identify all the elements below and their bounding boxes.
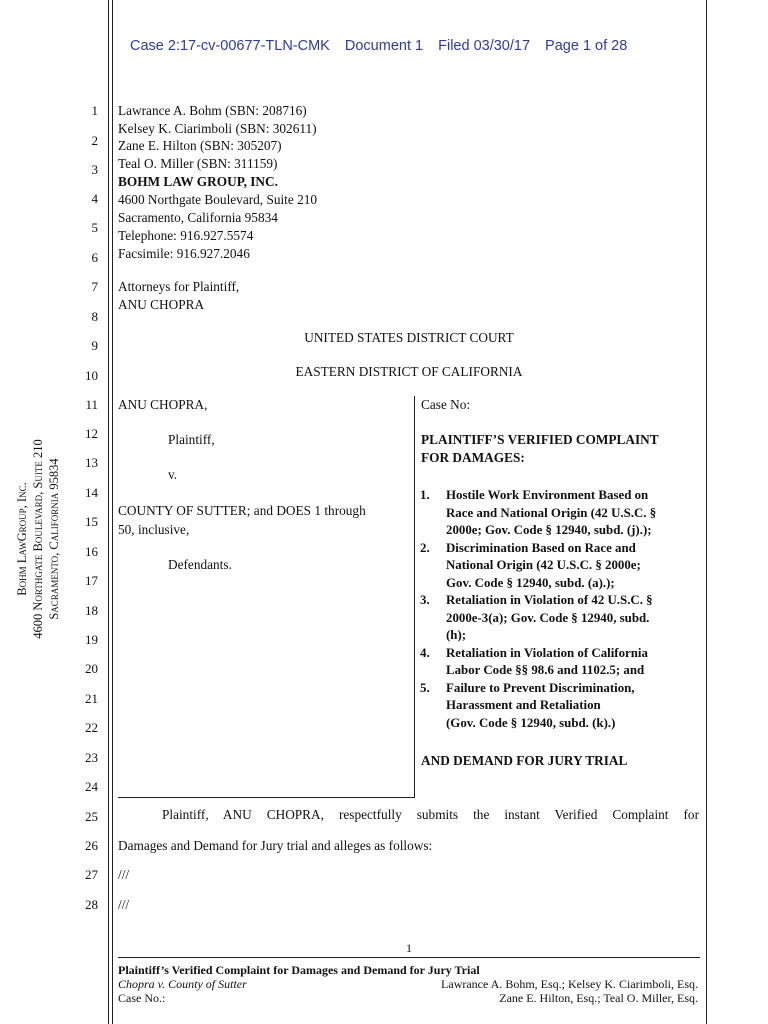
footer-counsel: Lawrance A. Bohm, Esq.; Kelsey K. Ciarimboli, Esq. — [441, 977, 698, 991]
cause-text: Discrimination Based on Race and — [446, 540, 636, 555]
complaint-title-cont: FOR DAMAGES: — [421, 450, 525, 465]
left-margin-rule-outer — [108, 0, 109, 1024]
intro-paragraph-line2: Damages and Demand for Jury trial and alleges as follows: — [118, 838, 433, 853]
line-number: 15 — [85, 514, 98, 529]
attorney-ciarimboli: Kelsey K. Ciarimboli (SBN: 302611) — [118, 121, 317, 136]
right-margin-rule — [706, 0, 707, 1024]
versus: v. — [168, 467, 178, 482]
case-number: Case 2:17-cv-00677-TLN-CMK — [130, 38, 330, 54]
cause-text: Hostile Work Environment Based on — [446, 488, 649, 502]
cause-of-action — [420, 592, 702, 645]
cause-text: Harassment and Retaliation — [446, 698, 601, 712]
line-number: 24 — [85, 779, 98, 794]
attorneys-for-label: Attorneys for Plaintiff, — [118, 279, 240, 294]
defendant-name-cont: 50, inclusive, — [118, 522, 190, 537]
defendant-role: Defendants. — [168, 557, 232, 572]
line-number: 28 — [85, 897, 98, 912]
sidebar-firm: Bohm LawGroup, Inc. — [15, 482, 29, 596]
defendant-name: COUNTY OF SUTTER; and DOES 1 through — [118, 503, 366, 518]
cause-text: 2000e-3(a); Gov. Code § 12940, subd. — [446, 610, 650, 625]
cause-text: 2000e; Gov. Code § 12940, subd. (j).); — [446, 523, 652, 537]
cause-text: Gov. Code § 12940, subd. (a).); — [446, 575, 615, 590]
cause-number: 4. — [420, 645, 430, 660]
line-number: 9 — [91, 338, 98, 353]
footer-counsel-cont: Zane E. Hilton, Esq.; Teal O. Miller, Esq. — [499, 991, 698, 1005]
complaint-title: PLAINTIFF’S VERIFIED COMPLAINT — [421, 432, 659, 447]
line-number: 21 — [85, 691, 98, 706]
firm-facsimile: Facsimile: 916.927.2046 — [118, 246, 250, 261]
firm-address: 4600 Northgate Boulevard, Suite 210 — [118, 192, 318, 207]
page-number: 1 — [406, 941, 412, 955]
firm-sidebar — [14, 419, 62, 659]
cause-of-action — [420, 680, 702, 733]
document-number: Document 1 — [344, 38, 424, 54]
cause-text: Labor Code §§ 98.6 and 1102.5; and — [446, 663, 645, 677]
line-number: 14 — [85, 485, 98, 500]
caption-divider — [414, 396, 415, 798]
cause-number: 1. — [420, 488, 430, 502]
cause-text: (h); — [446, 628, 467, 642]
firm-city: Sacramento, California 95834 — [118, 210, 278, 225]
cause-text: Retaliation in Violation of California — [446, 645, 648, 660]
line-number: 26 — [85, 838, 98, 853]
cause-of-action — [420, 487, 702, 540]
cause-text: National Origin (42 U.S.C. § 2000e; — [446, 558, 641, 572]
firm-telephone: Telephone: 916.927.5574 — [118, 228, 254, 243]
plaintiff-name: ANU CHOPRA, — [118, 397, 208, 412]
causes-of-action-list — [420, 487, 702, 732]
cause-number: 2. — [420, 540, 430, 555]
line-number: 7 — [91, 279, 98, 294]
attorney-hilton: Zane E. Hilton (SBN: 305207) — [118, 138, 282, 153]
court-district: EASTERN DISTRICT OF CALIFORNIA — [295, 364, 523, 379]
line-number: 13 — [85, 455, 98, 470]
cause-of-action — [420, 645, 702, 680]
line-number: 25 — [85, 809, 98, 824]
line-number: 5 — [91, 220, 98, 235]
left-margin-rule-inner — [112, 0, 113, 1024]
page-count: Page 1 of 28 — [545, 38, 628, 54]
attorney-bohm: Lawrance A. Bohm (SBN: 208716) — [118, 103, 307, 118]
line-number: 2 — [91, 133, 98, 148]
sidebar-address: 4600 Northgate Boulevard, Suite 210 — [31, 439, 45, 639]
firm-name: BOHM LAW GROUP, INC. — [118, 174, 278, 189]
cause-number: 5. — [420, 680, 430, 695]
case-no-label: Case No: — [421, 397, 471, 412]
client-name: ANU CHOPRA — [118, 297, 205, 312]
line-number: 4 — [91, 191, 98, 206]
footer-rule — [118, 957, 700, 958]
line-number: 22 — [85, 720, 98, 735]
footer-short-caption: Chopra v. County of Sutter — [118, 977, 247, 991]
continuation-marker: /// — [118, 897, 130, 912]
line-number: 16 — [85, 544, 98, 559]
attorney-miller: Teal O. Miller (SBN: 311159) — [118, 156, 278, 171]
cause-text: (Gov. Code § 12940, subd. (k).) — [446, 715, 616, 730]
sidebar-city: Sacramento, California 95834 — [47, 458, 61, 620]
line-number: 3 — [91, 162, 98, 177]
line-number: 10 — [85, 368, 98, 383]
line-number: 11 — [85, 397, 98, 412]
line-number: 6 — [91, 250, 98, 265]
line-number: 19 — [85, 632, 98, 647]
cause-number: 3. — [420, 593, 430, 607]
cause-text: Retaliation in Violation of 42 U.S.C. § — [446, 593, 653, 607]
cause-of-action — [420, 540, 702, 593]
cause-text: Race and National Origin (42 U.S.C. § — [446, 505, 657, 520]
line-number: 23 — [85, 750, 98, 765]
line-number: 18 — [85, 603, 98, 618]
jury-demand: AND DEMAND FOR JURY TRIAL — [421, 753, 628, 768]
cause-text: Failure to Prevent Discrimination, — [446, 680, 635, 695]
line-number: 1 — [91, 103, 98, 118]
footer-title: Plaintiff’s Verified Complaint for Damages and Demand for Jury Trial — [118, 963, 480, 977]
court-name: UNITED STATES DISTRICT COURT — [304, 330, 514, 345]
line-number: 27 — [85, 867, 98, 882]
caption-bottom-rule — [118, 797, 415, 798]
ecf-header — [130, 38, 638, 54]
intro-paragraph-line1: Plaintiff, ANU CHOPRA, respectfully submits the instant Verified Complaint for — [162, 807, 699, 822]
line-number: 12 — [85, 426, 98, 441]
continuation-marker: /// — [118, 867, 130, 882]
line-number: 20 — [85, 661, 98, 676]
filed-date: Filed 03/30/17 — [438, 38, 531, 54]
footer-case-no: Case No.: — [118, 991, 166, 1005]
line-number: 17 — [85, 573, 98, 588]
line-number: 8 — [91, 309, 98, 324]
plaintiff-role: Plaintiff, — [168, 432, 215, 447]
